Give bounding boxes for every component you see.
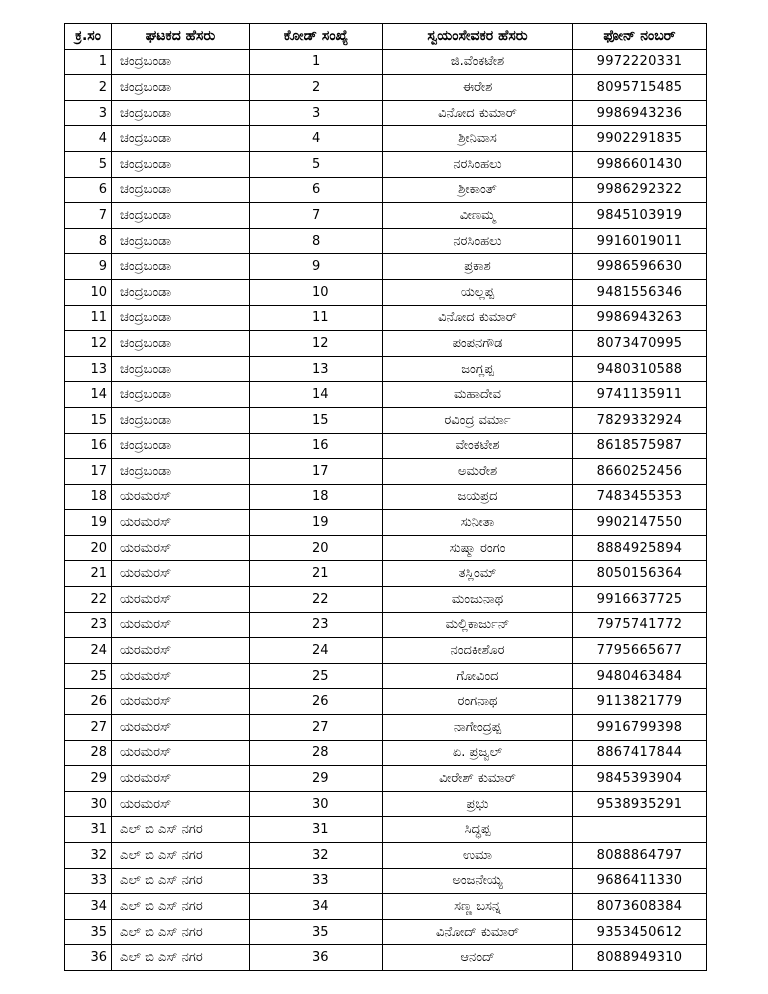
phone-cell: 9986292322 [573, 177, 707, 203]
code-cell: 13 [250, 356, 383, 382]
table-row [65, 535, 707, 561]
unit-cell: ಯರಮರಸ್ [112, 484, 250, 510]
code-cell: 30 [250, 791, 383, 817]
phone-cell: 7975741772 [573, 612, 707, 638]
unit-cell: ಎಲ್ ಬಿ ಎಸ್ ನಗರ [112, 919, 250, 945]
unit-cell: ಯರಮರಸ್ [112, 740, 250, 766]
serial-cell: 11 [65, 305, 112, 331]
volunteer-name-cell: ಜಂಗ್ಲಪ್ಪ [383, 356, 573, 382]
unit-cell: ಯರಮರಸ್ [112, 715, 250, 741]
code-cell: 5 [250, 151, 383, 177]
table-row [65, 254, 707, 280]
code-cell: 2 [250, 75, 383, 101]
volunteer-name-cell: ಶ್ರೀನಿವಾಸ [383, 126, 573, 152]
code-cell: 4 [250, 126, 383, 152]
code-cell: 23 [250, 612, 383, 638]
volunteer-name-cell: ರವಿಂದ್ರ ವರ್ಮಾ [383, 407, 573, 433]
code-cell: 12 [250, 331, 383, 357]
volunteer-name-cell: ಗೋವಿಂದ [383, 663, 573, 689]
volunteer-name-cell: ನರಸಿಂಹಲು [383, 228, 573, 254]
table-row [65, 689, 707, 715]
table-row [65, 715, 707, 741]
phone-cell: 9986943236 [573, 100, 707, 126]
phone-cell: 8088949310 [573, 945, 707, 971]
volunteer-name-cell: ಪ್ರಭು [383, 791, 573, 817]
unit-cell: ಚಂದ್ರಬಂಡಾ [112, 151, 250, 177]
table-body [65, 49, 707, 970]
serial-cell: 22 [65, 587, 112, 613]
table-row [65, 279, 707, 305]
serial-cell: 19 [65, 510, 112, 536]
table-row [65, 843, 707, 869]
phone-cell: 8073470995 [573, 331, 707, 357]
phone-cell: 9686411330 [573, 868, 707, 894]
volunteer-name-cell: ವಿನೋದ ಕುಮಾರ್ [383, 100, 573, 126]
header-serial: ಕ್ರ.ಸಂ [65, 24, 112, 50]
volunteer-name-cell: ಈರೇಶ [383, 75, 573, 101]
serial-cell: 24 [65, 638, 112, 664]
volunteer-name-cell: ಅಂಜನೇಯ್ಯ [383, 868, 573, 894]
volunteer-name-cell: ಪಂಪನಗೌಡ [383, 331, 573, 357]
volunteer-name-cell: ಮಹಾದೇವ [383, 382, 573, 408]
serial-cell: 5 [65, 151, 112, 177]
table-row [65, 356, 707, 382]
phone-cell: 9916799398 [573, 715, 707, 741]
code-cell: 18 [250, 484, 383, 510]
serial-cell: 17 [65, 459, 112, 485]
unit-cell: ಚಂದ್ರಬಂಡಾ [112, 177, 250, 203]
phone-cell: 9986596630 [573, 254, 707, 280]
code-cell: 17 [250, 459, 383, 485]
code-cell: 25 [250, 663, 383, 689]
unit-cell: ಎಲ್ ಬಿ ಎಸ್ ನಗರ [112, 817, 250, 843]
volunteer-name-cell: ನಂದಕೀಶೊರ [383, 638, 573, 664]
code-cell: 36 [250, 945, 383, 971]
phone-cell: 9986601430 [573, 151, 707, 177]
table-row [65, 868, 707, 894]
volunteer-table [64, 23, 707, 971]
table-row [65, 49, 707, 75]
unit-cell: ಯರಮರಸ್ [112, 535, 250, 561]
phone-cell: 8867417844 [573, 740, 707, 766]
serial-cell: 27 [65, 715, 112, 741]
table-row [65, 305, 707, 331]
code-cell: 11 [250, 305, 383, 331]
code-cell: 28 [250, 740, 383, 766]
unit-cell: ಯರಮರಸ್ [112, 561, 250, 587]
table-row [65, 459, 707, 485]
unit-cell: ಚಂದ್ರಬಂಡಾ [112, 331, 250, 357]
volunteer-name-cell: ಸಿದ್ಧಪ್ಪ [383, 817, 573, 843]
serial-cell: 23 [65, 612, 112, 638]
unit-cell: ಚಂದ್ರಬಂಡಾ [112, 254, 250, 280]
table-row [65, 817, 707, 843]
volunteer-name-cell: ಯಲ್ಲಪ್ಪ [383, 279, 573, 305]
phone-cell: 9113821779 [573, 689, 707, 715]
unit-cell: ಯರಮರಸ್ [112, 689, 250, 715]
volunteer-name-cell: ಮಂಜುನಾಥ [383, 587, 573, 613]
volunteer-name-cell: ಏ. ಪ್ರಜ್ವಲ್ [383, 740, 573, 766]
phone-cell: 9480310588 [573, 356, 707, 382]
serial-cell: 28 [65, 740, 112, 766]
code-cell: 7 [250, 203, 383, 229]
volunteer-name-cell: ಶ್ರೀಕಾಂತ್ [383, 177, 573, 203]
volunteer-name-cell: ಮಲ್ಲಿಕಾರ್ಜುನ್ [383, 612, 573, 638]
unit-cell: ಚಂದ್ರಬಂಡಾ [112, 228, 250, 254]
code-cell: 14 [250, 382, 383, 408]
serial-cell: 26 [65, 689, 112, 715]
code-cell: 10 [250, 279, 383, 305]
code-cell: 6 [250, 177, 383, 203]
header-unit: ಘಟಕದ ಹೆಸರು [112, 24, 250, 50]
serial-cell: 34 [65, 894, 112, 920]
code-cell: 24 [250, 638, 383, 664]
volunteer-name-cell: ಪ್ರಕಾಶ [383, 254, 573, 280]
volunteer-name-cell: ಅಮರೇಶ [383, 459, 573, 485]
code-cell: 8 [250, 228, 383, 254]
unit-cell: ಚಂದ್ರಬಂಡಾ [112, 49, 250, 75]
unit-cell: ಯರಮರಸ್ [112, 510, 250, 536]
code-cell: 19 [250, 510, 383, 536]
code-cell: 22 [250, 587, 383, 613]
table-row [65, 919, 707, 945]
serial-cell: 31 [65, 817, 112, 843]
volunteer-name-cell: ವೀಣಮ್ಮ [383, 203, 573, 229]
serial-cell: 36 [65, 945, 112, 971]
serial-cell: 2 [65, 75, 112, 101]
table-row [65, 587, 707, 613]
table-row [65, 203, 707, 229]
unit-cell: ಯರಮರಸ್ [112, 663, 250, 689]
serial-cell: 6 [65, 177, 112, 203]
phone-cell: 8050156364 [573, 561, 707, 587]
serial-cell: 1 [65, 49, 112, 75]
serial-cell: 14 [65, 382, 112, 408]
unit-cell: ಎಲ್ ಬಿ ಎಸ್ ನಗರ [112, 894, 250, 920]
volunteer-name-cell: ಜಯಪ್ರದ [383, 484, 573, 510]
code-cell: 9 [250, 254, 383, 280]
header-row [65, 24, 707, 50]
unit-cell: ಚಂದ್ರಬಂಡಾ [112, 203, 250, 229]
phone-cell: 8884925894 [573, 535, 707, 561]
serial-cell: 21 [65, 561, 112, 587]
unit-cell: ಯರಮರಸ್ [112, 638, 250, 664]
unit-cell: ಚಂದ್ರಬಂಡಾ [112, 279, 250, 305]
code-cell: 27 [250, 715, 383, 741]
code-cell: 20 [250, 535, 383, 561]
volunteer-name-cell: ನಾಗೇಂದ್ರಪ್ಪ [383, 715, 573, 741]
phone-cell: 8073608384 [573, 894, 707, 920]
header-code: ಕೋಡ್ ಸಂಖ್ಯೆ [250, 24, 383, 50]
code-cell: 32 [250, 843, 383, 869]
volunteer-name-cell: ನರಸಿಂಹಲು [383, 151, 573, 177]
volunteer-name-cell: ಆನಂದ್ [383, 945, 573, 971]
unit-cell: ಚಂದ್ರಬಂಡಾ [112, 356, 250, 382]
phone-cell: 9972220331 [573, 49, 707, 75]
phone-cell: 9480463484 [573, 663, 707, 689]
code-cell: 1 [250, 49, 383, 75]
volunteer-name-cell: ತಸ್ಲಿಂಮ್ [383, 561, 573, 587]
serial-cell: 13 [65, 356, 112, 382]
unit-cell: ಚಂದ್ರಬಂಡಾ [112, 126, 250, 152]
serial-cell: 33 [65, 868, 112, 894]
phone-cell: 7829332924 [573, 407, 707, 433]
table-row [65, 740, 707, 766]
serial-cell: 7 [65, 203, 112, 229]
table-row [65, 663, 707, 689]
code-cell: 35 [250, 919, 383, 945]
table-row [65, 638, 707, 664]
volunteer-name-cell: ಉಮಾ [383, 843, 573, 869]
serial-cell: 20 [65, 535, 112, 561]
volunteer-name-cell: ಸುನೀತಾ [383, 510, 573, 536]
table-row [65, 331, 707, 357]
phone-cell: 8618575987 [573, 433, 707, 459]
code-cell: 31 [250, 817, 383, 843]
unit-cell: ಚಂದ್ರಬಂಡಾ [112, 433, 250, 459]
table-row [65, 484, 707, 510]
unit-cell: ಚಂದ್ರಬಂಡಾ [112, 305, 250, 331]
volunteer-name-cell: ವಿನೋದ ಕುಮಾರ್ [383, 305, 573, 331]
volunteer-name-cell: ಜಿ.ವೆಂಕಟೇಶ [383, 49, 573, 75]
table-row [65, 382, 707, 408]
serial-cell: 25 [65, 663, 112, 689]
phone-cell: 9902147550 [573, 510, 707, 536]
phone-cell: 9481556346 [573, 279, 707, 305]
volunteer-name-cell: ವೇಂಕಟೇಶ [383, 433, 573, 459]
table-row [65, 894, 707, 920]
phone-cell: 9986943263 [573, 305, 707, 331]
table-row [65, 945, 707, 971]
serial-cell: 35 [65, 919, 112, 945]
unit-cell: ಚಂದ್ರಬಂಡಾ [112, 459, 250, 485]
table-row [65, 766, 707, 792]
table-row [65, 100, 707, 126]
serial-cell: 9 [65, 254, 112, 280]
table-row [65, 433, 707, 459]
serial-cell: 29 [65, 766, 112, 792]
table-row [65, 561, 707, 587]
serial-cell: 8 [65, 228, 112, 254]
phone-cell: 8660252456 [573, 459, 707, 485]
code-cell: 33 [250, 868, 383, 894]
unit-cell: ಯರಮರಸ್ [112, 612, 250, 638]
phone-cell [573, 817, 707, 843]
serial-cell: 12 [65, 331, 112, 357]
unit-cell: ಯರಮರಸ್ [112, 766, 250, 792]
phone-cell: 9916019011 [573, 228, 707, 254]
table-row [65, 228, 707, 254]
phone-cell: 9538935291 [573, 791, 707, 817]
phone-cell: 9741135911 [573, 382, 707, 408]
serial-cell: 16 [65, 433, 112, 459]
unit-cell: ಚಂದ್ರಬಂಡಾ [112, 100, 250, 126]
volunteer-name-cell: ವಿನೋದ್ ಕುಮಾರ್ [383, 919, 573, 945]
table-row [65, 407, 707, 433]
serial-cell: 15 [65, 407, 112, 433]
phone-cell: 9845393904 [573, 766, 707, 792]
serial-cell: 30 [65, 791, 112, 817]
serial-cell: 10 [65, 279, 112, 305]
phone-cell: 9916637725 [573, 587, 707, 613]
phone-cell: 7795665677 [573, 638, 707, 664]
volunteer-name-cell: ಸುಷ್ಮಾ ರಂಗಂ [383, 535, 573, 561]
serial-cell: 32 [65, 843, 112, 869]
code-cell: 34 [250, 894, 383, 920]
table-row [65, 151, 707, 177]
volunteer-name-cell: ವೀರೇಶ್ ಕುಮಾರ್ [383, 766, 573, 792]
unit-cell: ಯರಮರಸ್ [112, 791, 250, 817]
phone-cell: 9845103919 [573, 203, 707, 229]
unit-cell: ಚಂದ್ರಬಂಡಾ [112, 382, 250, 408]
code-cell: 26 [250, 689, 383, 715]
unit-cell: ಯರಮರಸ್ [112, 587, 250, 613]
table-row [65, 177, 707, 203]
serial-cell: 18 [65, 484, 112, 510]
unit-cell: ಎಲ್ ಬಿ ಎಸ್ ನಗರ [112, 945, 250, 971]
header-phone: ಫೋನ್ ನಂಬರ್ [573, 24, 707, 50]
volunteer-name-cell: ಸಣ್ಣ ಬಸನ್ನ [383, 894, 573, 920]
code-cell: 29 [250, 766, 383, 792]
phone-cell: 7483455353 [573, 484, 707, 510]
serial-cell: 3 [65, 100, 112, 126]
phone-cell: 9902291835 [573, 126, 707, 152]
unit-cell: ಎಲ್ ಬಿ ಎಸ್ ನಗರ [112, 868, 250, 894]
table-row [65, 510, 707, 536]
code-cell: 16 [250, 433, 383, 459]
table-row [65, 75, 707, 101]
unit-cell: ಚಂದ್ರಬಂಡಾ [112, 407, 250, 433]
table-row [65, 791, 707, 817]
code-cell: 15 [250, 407, 383, 433]
code-cell: 3 [250, 100, 383, 126]
phone-cell: 9353450612 [573, 919, 707, 945]
phone-cell: 8088864797 [573, 843, 707, 869]
code-cell: 21 [250, 561, 383, 587]
unit-cell: ಚಂದ್ರಬಂಡಾ [112, 75, 250, 101]
phone-cell: 8095715485 [573, 75, 707, 101]
table-row [65, 612, 707, 638]
unit-cell: ಎಲ್ ಬಿ ಎಸ್ ನಗರ [112, 843, 250, 869]
volunteer-name-cell: ರಂಗನಾಥ [383, 689, 573, 715]
table-row [65, 126, 707, 152]
header-volunteer: ಸ್ವಯಂಸೇವಕರ ಹೆಸರು [383, 24, 573, 50]
serial-cell: 4 [65, 126, 112, 152]
